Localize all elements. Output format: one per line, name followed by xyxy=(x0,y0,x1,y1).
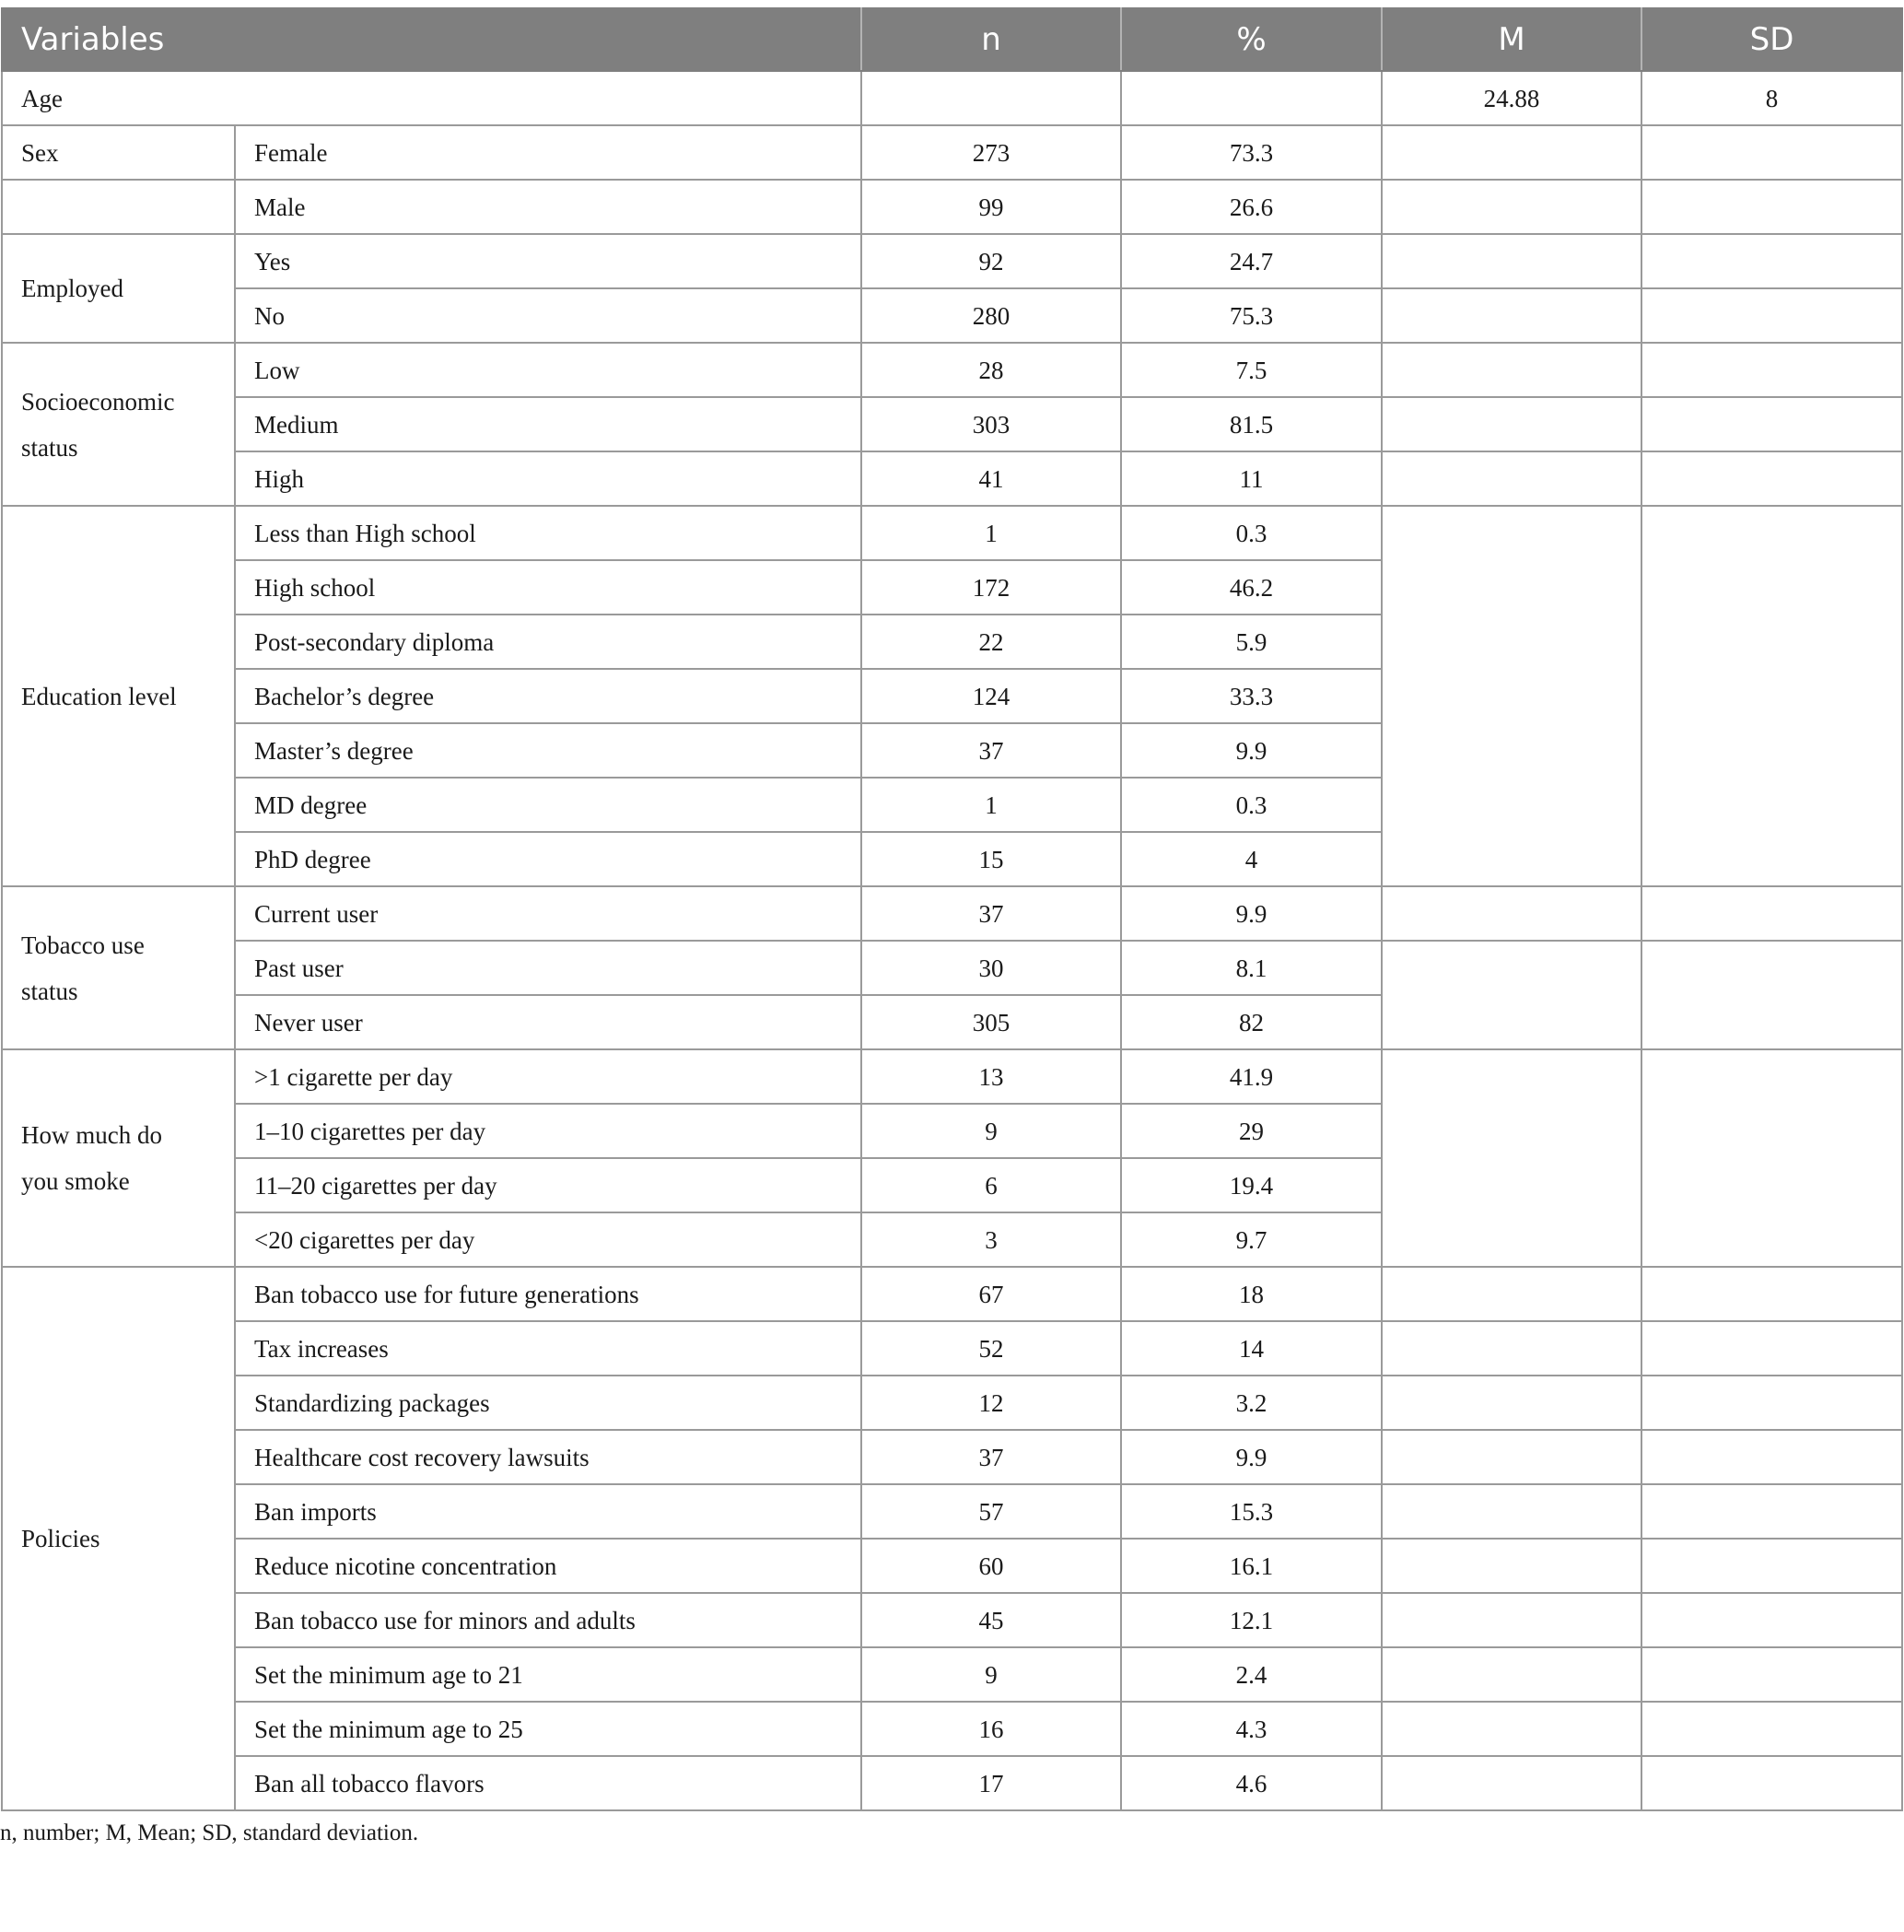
table-row xyxy=(2,1267,1902,1321)
cell-n: 57 xyxy=(861,1484,1121,1539)
category-label: MD degree xyxy=(235,778,861,832)
cell-n: 172 xyxy=(861,560,1121,615)
table-row xyxy=(2,1049,1902,1104)
table-header-row xyxy=(2,8,1902,71)
table-row xyxy=(2,506,1902,560)
cell-percent: 0.3 xyxy=(1121,778,1382,832)
cell-n: 22 xyxy=(861,615,1121,669)
category-label: Never user xyxy=(235,995,861,1049)
cell-mean xyxy=(1382,451,1641,506)
cell-n: 280 xyxy=(861,288,1121,343)
variable-label-line: Socioeconomic xyxy=(21,387,175,416)
cell-n: 9 xyxy=(861,1647,1121,1702)
cell-mean xyxy=(1382,180,1641,234)
cell-percent: 16.1 xyxy=(1121,1539,1382,1593)
table-row xyxy=(2,1430,1902,1484)
category-label: Standardizing packages xyxy=(235,1376,861,1430)
category-label: Ban all tobacco flavors xyxy=(235,1756,861,1810)
cell-percent: 5.9 xyxy=(1121,615,1382,669)
cell-sd xyxy=(1641,1267,1902,1321)
table-row xyxy=(2,288,1902,343)
cell-n: 16 xyxy=(861,1702,1121,1756)
category-label: Ban imports xyxy=(235,1484,861,1539)
table-row xyxy=(2,1321,1902,1376)
cell-sd xyxy=(1641,941,1902,1049)
cell-sd xyxy=(1641,1376,1902,1430)
cell-n: 9 xyxy=(861,1104,1121,1158)
table-row xyxy=(2,1647,1902,1702)
demographics-table xyxy=(1,7,1903,1811)
category-label: <20 cigarettes per day xyxy=(235,1212,861,1267)
cell-sd xyxy=(1641,1756,1902,1810)
cell-sd xyxy=(1641,1702,1902,1756)
category-label: Bachelor’s degree xyxy=(235,669,861,723)
category-label: Less than High school xyxy=(235,506,861,560)
cell-n: 6 xyxy=(861,1158,1121,1212)
cell-n: 305 xyxy=(861,995,1121,1049)
cell-mean xyxy=(1382,1756,1641,1810)
cell-percent: 75.3 xyxy=(1121,288,1382,343)
category-label: Reduce nicotine concentration xyxy=(235,1539,861,1593)
cell-percent: 33.3 xyxy=(1121,669,1382,723)
cell-mean xyxy=(1382,1321,1641,1376)
cell-n: 303 xyxy=(861,397,1121,451)
category-label: Master’s degree xyxy=(235,723,861,778)
cell-mean xyxy=(1382,234,1641,288)
variable-label-tobacco xyxy=(2,886,235,1049)
cell-percent: 3.2 xyxy=(1121,1376,1382,1430)
cell-percent: 82 xyxy=(1121,995,1382,1049)
category-label: Current user xyxy=(235,886,861,941)
cell-percent: 9.7 xyxy=(1121,1212,1382,1267)
cell-percent: 15.3 xyxy=(1121,1484,1382,1539)
cell-sd: 8 xyxy=(1641,71,1902,125)
cell-percent: 41.9 xyxy=(1121,1049,1382,1104)
cell-n xyxy=(861,71,1121,125)
category-label: Set the minimum age to 21 xyxy=(235,1647,861,1702)
cell-percent: 4.6 xyxy=(1121,1756,1382,1810)
cell-n: 37 xyxy=(861,886,1121,941)
category-label: Medium xyxy=(235,397,861,451)
cell-sd xyxy=(1641,1049,1902,1267)
cell-percent: 7.5 xyxy=(1121,343,1382,397)
cell-mean xyxy=(1382,1702,1641,1756)
category-label: Ban tobacco use for minors and adults xyxy=(235,1593,861,1647)
cell-sd xyxy=(1641,343,1902,397)
variable-label-education: Education level xyxy=(2,506,235,886)
cell-n: 37 xyxy=(861,1430,1121,1484)
table-row xyxy=(2,180,1902,234)
table-row xyxy=(2,397,1902,451)
table-row xyxy=(2,1593,1902,1647)
category-label: Healthcare cost recovery lawsuits xyxy=(235,1430,861,1484)
cell-percent: 9.9 xyxy=(1121,886,1382,941)
cell-percent: 81.5 xyxy=(1121,397,1382,451)
table-row xyxy=(2,1756,1902,1810)
cell-mean xyxy=(1382,397,1641,451)
table-row xyxy=(2,886,1902,941)
cell-percent: 9.9 xyxy=(1121,723,1382,778)
category-label: Tax increases xyxy=(235,1321,861,1376)
cell-n: 92 xyxy=(861,234,1121,288)
cell-sd xyxy=(1641,1647,1902,1702)
cell-n: 273 xyxy=(861,125,1121,180)
cell-percent: 26.6 xyxy=(1121,180,1382,234)
variable-label-line: you smoke xyxy=(21,1167,130,1195)
cell-n: 15 xyxy=(861,832,1121,886)
cell-mean xyxy=(1382,343,1641,397)
category-label: Past user xyxy=(235,941,861,995)
cell-sd xyxy=(1641,1321,1902,1376)
variable-label-smoke xyxy=(2,1049,235,1267)
table-row xyxy=(2,1484,1902,1539)
cell-mean xyxy=(1382,1267,1641,1321)
cell-sd xyxy=(1641,180,1902,234)
cell-sd xyxy=(1641,1484,1902,1539)
cell-n: 52 xyxy=(861,1321,1121,1376)
cell-percent: 19.4 xyxy=(1121,1158,1382,1212)
cell-mean xyxy=(1382,1484,1641,1539)
header-variables: Variables xyxy=(2,8,861,71)
cell-mean xyxy=(1382,1376,1641,1430)
cell-n: 3 xyxy=(861,1212,1121,1267)
category-label: Ban tobacco use for future generations xyxy=(235,1267,861,1321)
cell-percent: 8.1 xyxy=(1121,941,1382,995)
cell-mean xyxy=(1382,125,1641,180)
cell-mean xyxy=(1382,1430,1641,1484)
cell-sd xyxy=(1641,886,1902,941)
cell-percent: 9.9 xyxy=(1121,1430,1382,1484)
category-label: PhD degree xyxy=(235,832,861,886)
cell-percent: 46.2 xyxy=(1121,560,1382,615)
cell-percent: 73.3 xyxy=(1121,125,1382,180)
table-footnote: n, number; M, Mean; SD, standard deviation. xyxy=(0,1821,419,1845)
cell-percent: 12.1 xyxy=(1121,1593,1382,1647)
table-row xyxy=(2,451,1902,506)
cell-percent: 18 xyxy=(1121,1267,1382,1321)
variable-label-age: Age xyxy=(2,71,861,125)
variable-label-policies: Policies xyxy=(2,1267,235,1810)
variable-label-socioeconomic xyxy=(2,343,235,506)
variable-label-sex: Sex xyxy=(2,125,235,180)
category-label: Post-secondary diploma xyxy=(235,615,861,669)
cell-sd xyxy=(1641,451,1902,506)
cell-n: 37 xyxy=(861,723,1121,778)
table-container xyxy=(0,7,1904,1846)
cell-n: 13 xyxy=(861,1049,1121,1104)
variable-label-employed: Employed xyxy=(2,234,235,343)
cell-percent: 14 xyxy=(1121,1321,1382,1376)
category-label: 11–20 cigarettes per day xyxy=(235,1158,861,1212)
cell-percent: 4 xyxy=(1121,832,1382,886)
cell-sd xyxy=(1641,1430,1902,1484)
cell-sd xyxy=(1641,1593,1902,1647)
variable-label-line: status xyxy=(21,977,78,1005)
cell-percent xyxy=(1121,71,1382,125)
cell-n: 99 xyxy=(861,180,1121,234)
cell-percent: 0.3 xyxy=(1121,506,1382,560)
cell-n: 124 xyxy=(861,669,1121,723)
cell-mean xyxy=(1382,886,1641,941)
table-row xyxy=(2,125,1902,180)
table-row xyxy=(2,71,1902,125)
cell-percent: 29 xyxy=(1121,1104,1382,1158)
category-label: Male xyxy=(235,180,861,234)
cell-sd xyxy=(1641,125,1902,180)
table-row xyxy=(2,1702,1902,1756)
cell-n: 60 xyxy=(861,1539,1121,1593)
category-label: Set the minimum age to 25 xyxy=(235,1702,861,1756)
cell-sd xyxy=(1641,288,1902,343)
category-label: 1–10 cigarettes per day xyxy=(235,1104,861,1158)
category-label: Low xyxy=(235,343,861,397)
table-row xyxy=(2,234,1902,288)
cell-n: 1 xyxy=(861,778,1121,832)
cell-mean xyxy=(1382,1593,1641,1647)
category-label: High xyxy=(235,451,861,506)
variable-label-line: status xyxy=(21,433,78,462)
header-mean: M xyxy=(1382,8,1641,71)
header-sd: SD xyxy=(1641,8,1902,71)
cell-n: 12 xyxy=(861,1376,1121,1430)
cell-n: 67 xyxy=(861,1267,1121,1321)
table-row xyxy=(2,941,1902,995)
cell-sd xyxy=(1641,397,1902,451)
cell-n: 17 xyxy=(861,1756,1121,1810)
cell-percent: 4.3 xyxy=(1121,1702,1382,1756)
cell-n: 1 xyxy=(861,506,1121,560)
cell-mean xyxy=(1382,288,1641,343)
variable-label-line: Tobacco use xyxy=(21,931,145,959)
cell-mean xyxy=(1382,1647,1641,1702)
header-percent: % xyxy=(1121,8,1382,71)
cell-mean: 24.88 xyxy=(1382,71,1641,125)
cell-n: 28 xyxy=(861,343,1121,397)
table-row xyxy=(2,1539,1902,1593)
cell-percent: 24.7 xyxy=(1121,234,1382,288)
variable-label-empty xyxy=(2,180,235,234)
category-label: Yes xyxy=(235,234,861,288)
cell-sd xyxy=(1641,234,1902,288)
cell-percent: 2.4 xyxy=(1121,1647,1382,1702)
table-row xyxy=(2,343,1902,397)
header-n: n xyxy=(861,8,1121,71)
cell-n: 41 xyxy=(861,451,1121,506)
table-row xyxy=(2,1376,1902,1430)
cell-n: 45 xyxy=(861,1593,1121,1647)
category-label: Female xyxy=(235,125,861,180)
cell-mean xyxy=(1382,1049,1641,1267)
cell-n: 30 xyxy=(861,941,1121,995)
cell-mean xyxy=(1382,1539,1641,1593)
variable-label-line: How much do xyxy=(21,1121,162,1149)
category-label: >1 cigarette per day xyxy=(235,1049,861,1104)
category-label: No xyxy=(235,288,861,343)
cell-sd xyxy=(1641,506,1902,886)
cell-percent: 11 xyxy=(1121,451,1382,506)
cell-mean xyxy=(1382,941,1641,1049)
cell-sd xyxy=(1641,1539,1902,1593)
cell-mean xyxy=(1382,506,1641,886)
category-label: High school xyxy=(235,560,861,615)
